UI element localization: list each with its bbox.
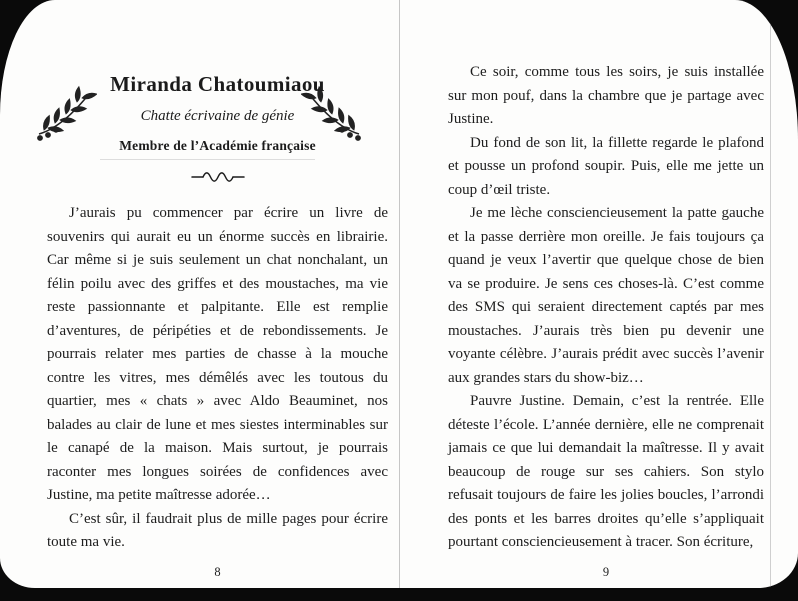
paragraph: Pauvre Justine. Demain, c’est la rentrée. Elle déteste l’école. L’année dernière, elle ne comprenait jamais ce que lui demandait la maîtresse. Il y avait beaucoup de rouge sur ses cahiers. Son stylo refusait toujours de faire les jolies boucles, l’arrondi des ponts et les barres droites qu’elle s’appliquait pourtant consciencieusement à tracer. Son écriture, — [448, 393, 764, 550]
book-title: Miranda Chatoumiaou — [110, 72, 325, 96]
page-gutter-line — [399, 0, 400, 588]
paragraph: J’aurais pu commencer par écrire un livre de souvenirs qui aurait eu un énorme succès en librairie. Car même si je suis seulement un chat nonchalant, un félin poilu avec des griffes et des moustaches, ma vie reste passionnante et palpitante. Elle est remplie d’aventures, de péripéties et de rebondissements. Je pourrais relater mes parties de chasse à la mouche contre les vitres, mes démêlés avec les toutous du quartier, mes « chats » avec Aldo Beauminet, nos balades au clair de lune et mes siestes interminables sur le canapé de la maison. Mais surtout, je pourrais raconter mes longues soirées de confidences avec Justine, ma petite maîtresse adorée… — [47, 205, 388, 503]
section-divider — [47, 170, 388, 189]
page-edge-line — [770, 0, 771, 588]
header-rule — [100, 159, 315, 160]
paragraph: C’est sûr, il faudrait plus de mille pages pour écrire toute ma vie. — [47, 510, 388, 550]
left-page-body — [47, 202, 388, 555]
paragraph: Je me lèche consciencieusement la patte gauche et la passe derrière mon oreille. Je fais toujours ça quand je veux l’avertir que quelque chose de bien va se produire. Je sens ces choses-là. C’est comme des SMS qui seraient directement captés par mes moustaches. J’aurais très bien pu devenir une voyante célèbre. J’aurais prédit avec succès l’avenir aux grandes stars du show-biz… — [448, 205, 764, 386]
book-subtitle: Chatte écrivaine de génie — [140, 108, 295, 124]
paragraph: Du fond de son lit, la fillette regarde le plafond et pousse un profond soupir. Puis, elle me jette un coup d’œil triste. — [448, 134, 764, 198]
book-affiliation: Membre de l’Académie française — [119, 138, 316, 153]
page-number-right: 9 — [602, 565, 610, 579]
page-number-left: 8 — [214, 565, 221, 579]
paragraph: Ce soir, comme tous les soirs, je suis installée sur mon pouf, dans la chambre que je partage avec Justine. — [448, 64, 764, 127]
right-page-body — [448, 61, 764, 555]
wave-ornament-icon — [190, 170, 246, 184]
